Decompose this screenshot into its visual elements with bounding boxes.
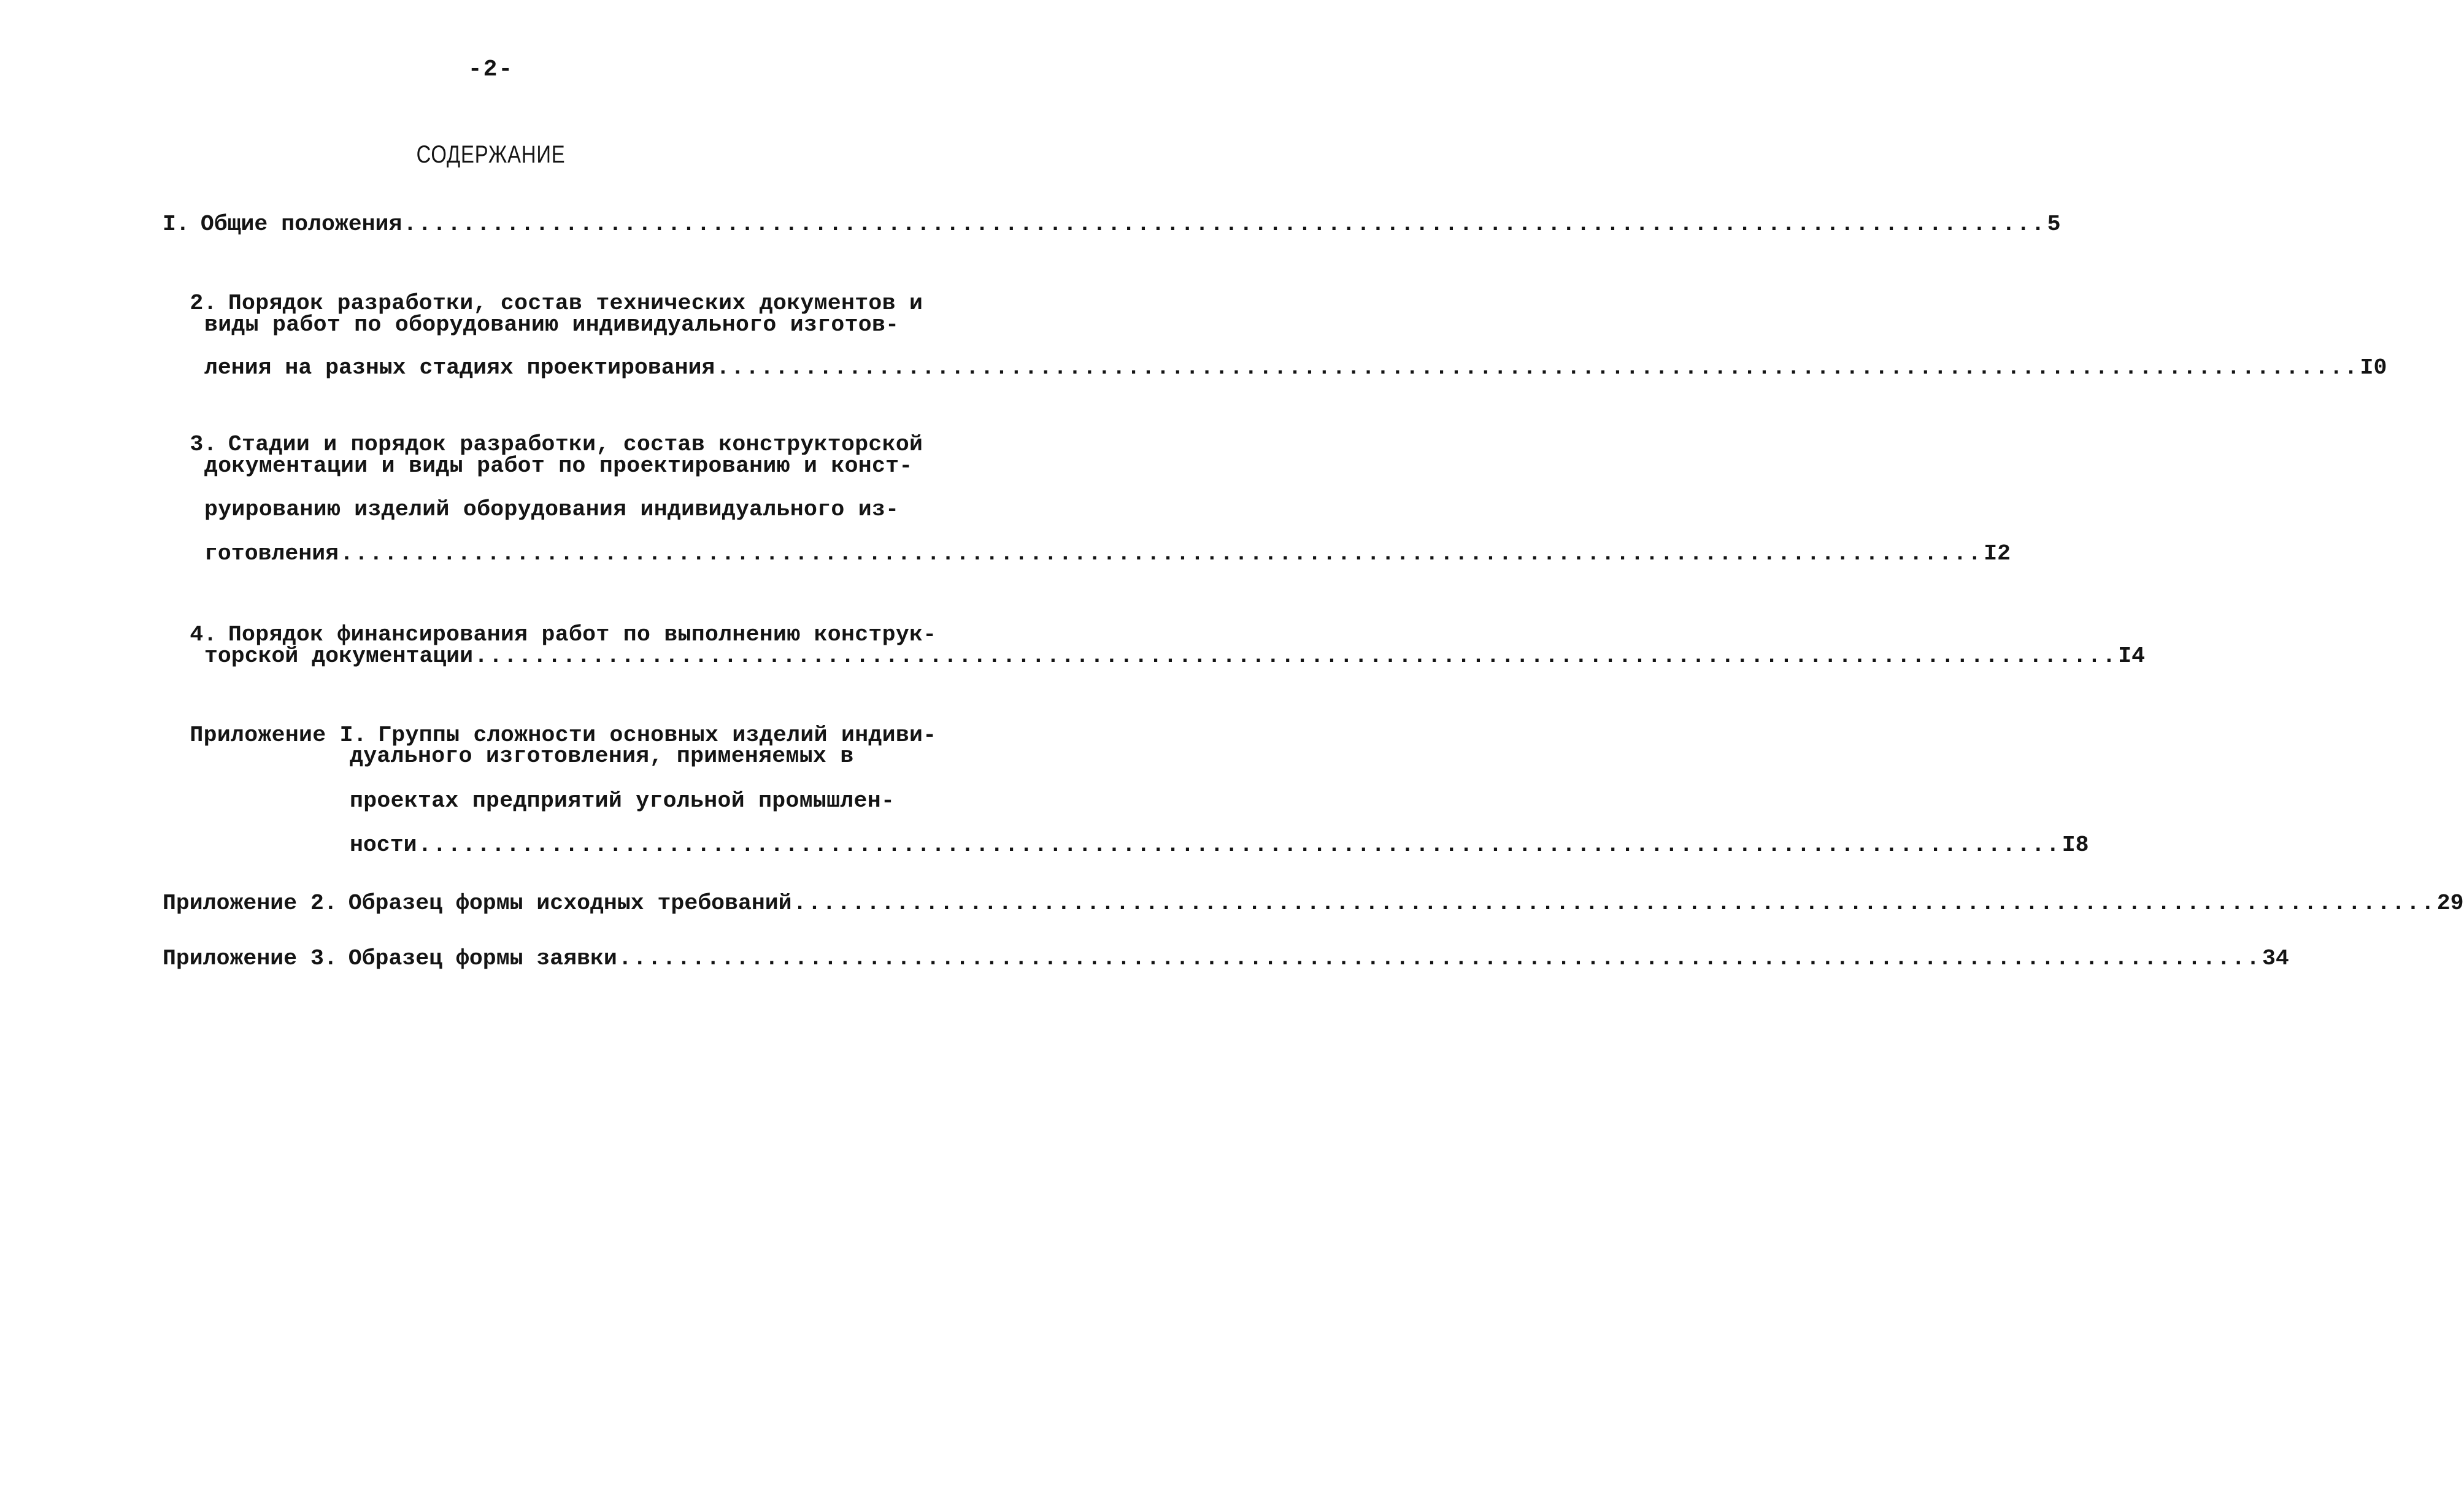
toc-appendix-1-line-3: проектах предприятий угольной промышлен-: [350, 788, 895, 813]
dot-leader: ................................................................................................................: [474, 644, 2117, 669]
toc-entry-2-line-2: виды работ по оборудованию индивидуального изготов-: [204, 312, 899, 337]
toc-entry-3-line-1: [163, 411, 923, 456]
toc-entry-4-line-2: [204, 644, 2146, 669]
toc-entry-text: Порядок разработки, состав технических документов и: [228, 290, 923, 316]
toc-entry-number: Приложение I.: [190, 722, 368, 748]
toc-entry-3-line-4: [204, 541, 2011, 566]
toc-entry-number: 2.: [190, 290, 217, 316]
dot-leader: ................................................................................................................: [716, 355, 2359, 380]
toc-entry-4-line-1: [163, 601, 936, 646]
toc-entry-2-line-3: [204, 355, 2387, 380]
toc-entry-1: [163, 212, 2061, 237]
toc-entry-number: 3.: [190, 431, 217, 457]
toc-entry-text: ления на разных стадиях проектирования: [204, 355, 715, 380]
toc-entry-number: Приложение 2.: [163, 891, 337, 916]
page-number: -2-: [468, 56, 514, 83]
toc-entry-3-line-3: руированию изделий оборудования индивидуального из-: [204, 497, 899, 522]
toc-entry-text: Порядок финансирования работ по выполнению конструк-: [228, 621, 937, 647]
toc-appendix-2: [163, 891, 2464, 916]
toc-entry-text: готовления: [204, 541, 339, 566]
toc-entry-page: I4: [2118, 644, 2146, 669]
toc-entry-text: Группы сложности основных изделий индиви-: [378, 722, 937, 748]
toc-entry-text: Образец формы заявки: [348, 946, 617, 971]
toc-entry-text: Общие положения: [200, 212, 402, 237]
dot-leader: ................................................................................................................: [403, 212, 2046, 237]
toc-entry-text: Образец формы исходных требований: [348, 891, 792, 916]
toc-entry-page: I2: [1984, 541, 2011, 566]
toc-entry-number: I.: [163, 212, 190, 237]
toc-appendix-1-line-4: [350, 832, 2089, 858]
toc-entry-page: 5: [2047, 212, 2061, 237]
toc-entry-page: 29: [2436, 891, 2464, 916]
toc-entry-number: 4.: [190, 621, 217, 647]
toc-entry-page: 34: [2262, 946, 2289, 971]
toc-entry-3-line-2: документации и виды работ по проектированию и конст-: [204, 453, 913, 478]
toc-appendix-1-line-2: дуального изготовления, применяемых в: [350, 744, 854, 769]
toc-title: СОДЕРЖАНИЕ: [416, 141, 566, 168]
dot-leader: ................................................................................................................: [418, 832, 2061, 858]
toc-entry-text: торской документации: [204, 644, 474, 669]
toc-entry-number: Приложение 3.: [163, 946, 337, 971]
dot-leader: ................................................................................................................: [340, 541, 1983, 566]
toc-entry-page: I8: [2062, 832, 2089, 858]
toc-entry-page: I0: [2360, 355, 2387, 380]
toc-entry-2-line-1: [163, 270, 923, 315]
dot-leader: ................................................................................................................: [793, 891, 2436, 916]
toc-entry-text: ности: [350, 832, 417, 858]
toc-appendix-3: [163, 946, 2289, 971]
toc-appendix-1-line-1: [163, 702, 936, 747]
dot-leader: ................................................................................................................: [618, 946, 2262, 971]
toc-entry-text: Стадии и порядок разработки, состав конструкторской: [228, 431, 923, 457]
